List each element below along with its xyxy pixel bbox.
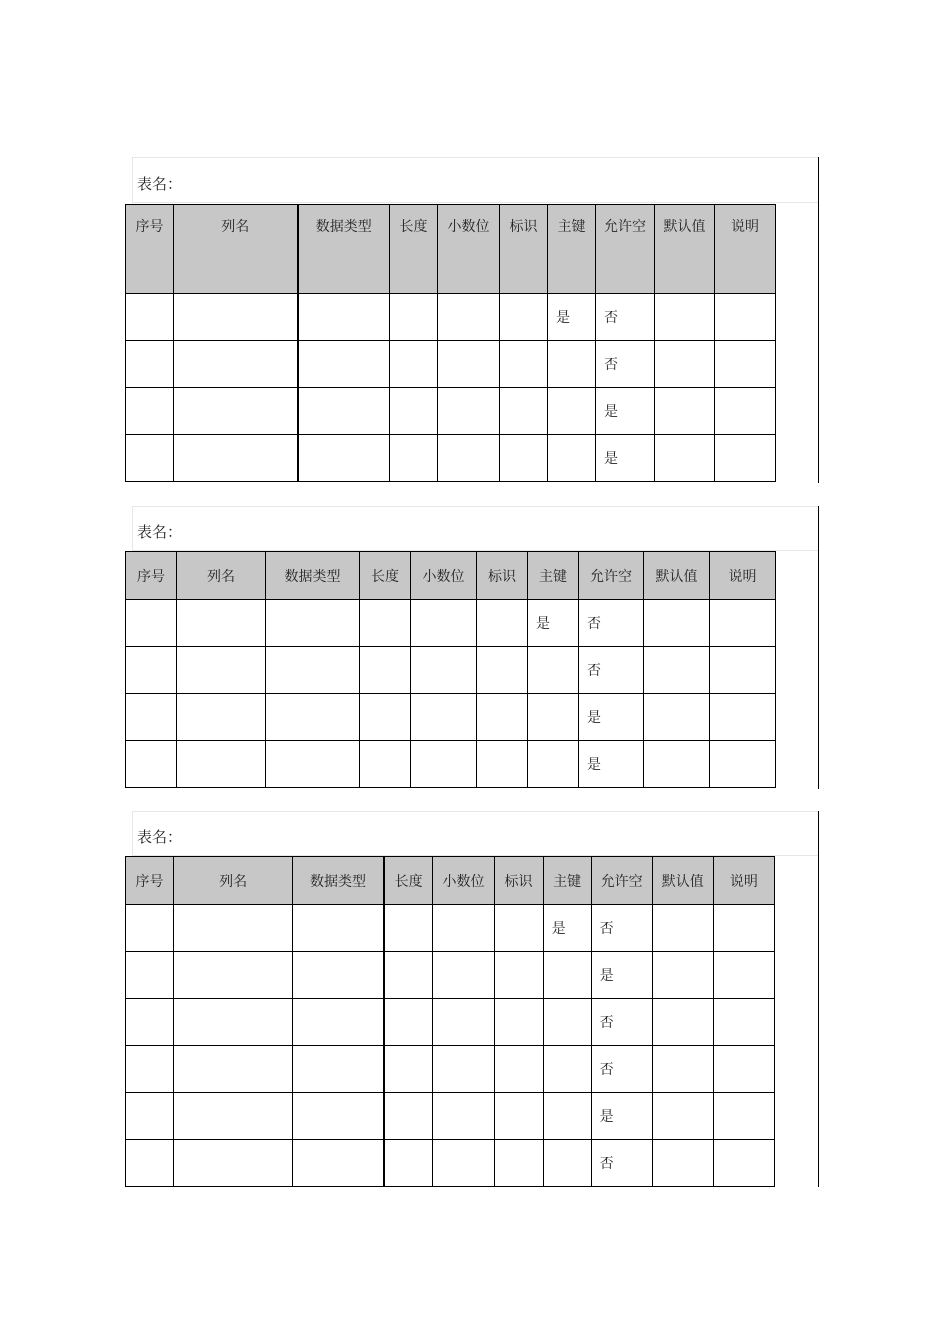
col-header-description: 说明 — [713, 857, 774, 905]
cell — [655, 294, 715, 341]
cell-nullable: 是 — [596, 388, 655, 435]
cell — [298, 341, 390, 388]
cell — [293, 905, 384, 952]
cell — [652, 1046, 713, 1093]
cell-nullable: 否 — [579, 647, 644, 694]
cell — [500, 294, 548, 341]
cell-nullable: 否 — [579, 600, 644, 647]
field-table — [125, 856, 775, 1187]
cell — [433, 952, 494, 999]
col-header-description: 说明 — [710, 552, 776, 600]
cell — [713, 999, 774, 1046]
cell — [126, 435, 174, 482]
col-header-length: 长度 — [384, 857, 433, 905]
cell — [715, 341, 776, 388]
cell — [710, 647, 776, 694]
col-header-name: 列名 — [174, 205, 298, 294]
cell-nullable: 否 — [591, 1140, 652, 1187]
cell — [126, 1140, 174, 1187]
cell — [644, 741, 710, 788]
col-header-name: 列名 — [174, 857, 293, 905]
cell — [384, 905, 433, 952]
cell — [652, 952, 713, 999]
table-name-box — [132, 157, 818, 203]
cell — [433, 1140, 494, 1187]
col-header-type: 数据类型 — [298, 205, 390, 294]
col-header-nullable: 允许空 — [591, 857, 652, 905]
cell — [174, 435, 298, 482]
cell — [411, 694, 477, 741]
col-header-seq: 序号 — [126, 205, 174, 294]
cell-nullable: 是 — [579, 741, 644, 788]
cell — [293, 1046, 384, 1093]
cell — [384, 1046, 433, 1093]
col-header-nullable: 允许空 — [596, 205, 655, 294]
cell — [644, 694, 710, 741]
cell — [494, 1046, 543, 1093]
cell — [433, 905, 494, 952]
cell — [438, 294, 500, 341]
right-border-line — [818, 157, 819, 483]
cell — [652, 999, 713, 1046]
cell — [293, 1140, 384, 1187]
cell — [433, 1093, 494, 1140]
cell — [126, 741, 177, 788]
cell — [713, 1140, 774, 1187]
cell — [477, 741, 528, 788]
cell-primary-key — [528, 647, 579, 694]
cell — [652, 1093, 713, 1140]
cell-primary-key: 是 — [548, 294, 596, 341]
table-row — [126, 905, 775, 952]
header-row — [126, 552, 776, 600]
cell — [710, 600, 776, 647]
cell — [298, 435, 390, 482]
cell — [644, 600, 710, 647]
cell-primary-key — [543, 1093, 591, 1140]
col-header-seq: 序号 — [126, 552, 177, 600]
col-header-decimals: 小数位 — [411, 552, 477, 600]
cell-nullable: 否 — [591, 999, 652, 1046]
cell — [438, 388, 500, 435]
cell-primary-key — [543, 999, 591, 1046]
cell-primary-key — [528, 741, 579, 788]
cell — [126, 388, 174, 435]
table-row — [126, 647, 776, 694]
cell — [360, 600, 411, 647]
col-header-type: 数据类型 — [266, 552, 360, 600]
cell-nullable: 否 — [591, 905, 652, 952]
cell-primary-key — [543, 952, 591, 999]
cell — [174, 294, 298, 341]
cell — [494, 1093, 543, 1140]
cell — [126, 952, 174, 999]
cell — [494, 999, 543, 1046]
cell — [710, 694, 776, 741]
cell — [644, 647, 710, 694]
table-row — [126, 694, 776, 741]
table-row — [126, 294, 776, 341]
col-header-identity: 标识 — [477, 552, 528, 600]
cell — [433, 1046, 494, 1093]
col-header-decimals: 小数位 — [438, 205, 500, 294]
cell — [177, 694, 266, 741]
cell-primary-key — [548, 435, 596, 482]
cell — [126, 294, 174, 341]
cell — [494, 952, 543, 999]
cell — [390, 435, 438, 482]
cell — [713, 905, 774, 952]
col-header-length: 长度 — [390, 205, 438, 294]
col-header-seq: 序号 — [126, 857, 174, 905]
cell — [715, 388, 776, 435]
cell — [433, 999, 494, 1046]
cell — [177, 647, 266, 694]
table-row — [126, 741, 776, 788]
cell-primary-key: 是 — [543, 905, 591, 952]
cell — [126, 1093, 174, 1140]
cell — [715, 435, 776, 482]
table-row — [126, 435, 776, 482]
right-border-line — [818, 811, 819, 1187]
table-row — [126, 1093, 775, 1140]
cell — [438, 435, 500, 482]
col-header-primary-key: 主键 — [528, 552, 579, 600]
table-row — [126, 341, 776, 388]
cell — [713, 1046, 774, 1093]
cell — [126, 600, 177, 647]
cell — [500, 388, 548, 435]
cell — [715, 294, 776, 341]
cell — [360, 741, 411, 788]
cell — [411, 600, 477, 647]
col-header-length: 长度 — [360, 552, 411, 600]
table-name-box — [132, 506, 818, 551]
col-header-primary-key: 主键 — [543, 857, 591, 905]
col-header-default: 默认值 — [644, 552, 710, 600]
cell-nullable: 是 — [579, 694, 644, 741]
table-name-box — [132, 811, 818, 856]
cell — [293, 1093, 384, 1140]
cell — [174, 1046, 293, 1093]
cell — [384, 952, 433, 999]
table-row — [126, 1046, 775, 1093]
cell — [390, 388, 438, 435]
table-row — [126, 999, 775, 1046]
cell-primary-key — [548, 341, 596, 388]
cell-primary-key — [543, 1140, 591, 1187]
cell — [411, 741, 477, 788]
cell-nullable: 否 — [596, 294, 655, 341]
cell — [477, 647, 528, 694]
cell — [652, 905, 713, 952]
cell — [360, 647, 411, 694]
cell — [174, 1140, 293, 1187]
right-border-line — [818, 506, 819, 789]
col-header-decimals: 小数位 — [433, 857, 494, 905]
cell-nullable: 是 — [591, 1093, 652, 1140]
cell — [174, 905, 293, 952]
col-header-description: 说明 — [715, 205, 776, 294]
cell — [713, 1093, 774, 1140]
col-header-default: 默认值 — [655, 205, 715, 294]
cell — [494, 1140, 543, 1187]
cell — [293, 999, 384, 1046]
cell — [126, 1046, 174, 1093]
table-row — [126, 952, 775, 999]
cell — [174, 999, 293, 1046]
cell — [710, 741, 776, 788]
cell — [360, 694, 411, 741]
field-table — [125, 551, 776, 788]
cell — [293, 952, 384, 999]
cell — [126, 999, 174, 1046]
cell — [177, 600, 266, 647]
cell-nullable: 是 — [596, 435, 655, 482]
cell — [126, 341, 174, 388]
cell — [477, 600, 528, 647]
table-row — [126, 388, 776, 435]
table-row — [126, 600, 776, 647]
cell — [390, 294, 438, 341]
table-name-label: 表名： — [137, 523, 183, 541]
cell — [384, 1140, 433, 1187]
field-table — [125, 204, 776, 482]
cell — [655, 388, 715, 435]
cell — [126, 647, 177, 694]
cell-primary-key — [528, 694, 579, 741]
cell — [411, 647, 477, 694]
cell-primary-key: 是 — [528, 600, 579, 647]
header-row — [126, 857, 775, 905]
cell — [174, 952, 293, 999]
cell — [174, 341, 298, 388]
col-header-default: 默认值 — [652, 857, 713, 905]
table-row — [126, 1140, 775, 1187]
cell-nullable: 否 — [596, 341, 655, 388]
cell — [655, 341, 715, 388]
cell — [390, 341, 438, 388]
cell — [477, 694, 528, 741]
col-header-nullable: 允许空 — [579, 552, 644, 600]
cell — [126, 694, 177, 741]
cell — [652, 1140, 713, 1187]
table-name-label: 表名： — [137, 175, 183, 193]
col-header-identity: 标识 — [494, 857, 543, 905]
cell-primary-key — [548, 388, 596, 435]
col-header-name: 列名 — [177, 552, 266, 600]
cell — [438, 341, 500, 388]
cell — [298, 388, 390, 435]
cell-primary-key — [543, 1046, 591, 1093]
cell — [266, 600, 360, 647]
cell — [384, 1093, 433, 1140]
cell — [494, 905, 543, 952]
cell — [174, 388, 298, 435]
col-header-identity: 标识 — [500, 205, 548, 294]
cell-nullable: 否 — [591, 1046, 652, 1093]
cell — [266, 694, 360, 741]
cell — [177, 741, 266, 788]
table-name-label: 表名： — [137, 828, 183, 846]
cell — [126, 905, 174, 952]
col-header-primary-key: 主键 — [548, 205, 596, 294]
cell — [298, 294, 390, 341]
col-header-type: 数据类型 — [293, 857, 384, 905]
cell — [266, 741, 360, 788]
cell — [266, 647, 360, 694]
cell — [713, 952, 774, 999]
cell-nullable: 是 — [591, 952, 652, 999]
cell — [500, 341, 548, 388]
header-row — [126, 205, 776, 294]
cell — [174, 1093, 293, 1140]
cell — [655, 435, 715, 482]
cell — [500, 435, 548, 482]
cell — [384, 999, 433, 1046]
